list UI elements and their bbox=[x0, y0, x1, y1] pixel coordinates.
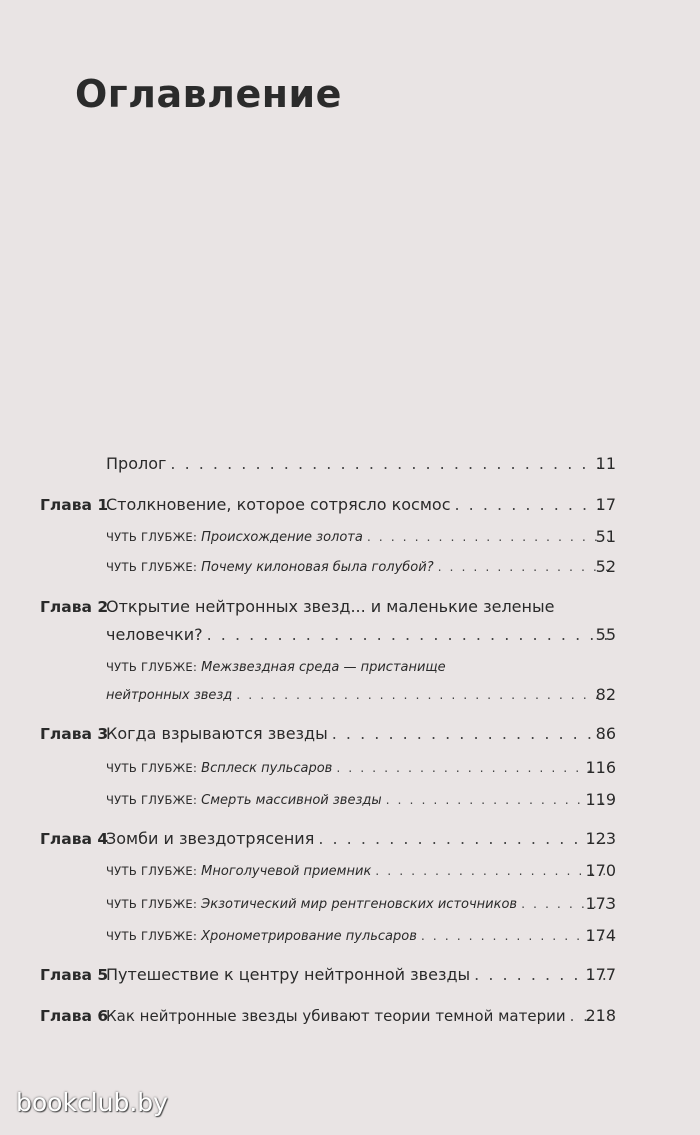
toc-subentry-cont bbox=[0, 681, 700, 709]
dot-leader bbox=[236, 681, 610, 709]
entry-title: Как нейтронные звезды убивают теории темной материи bbox=[106, 1007, 566, 1025]
page-number: 82 bbox=[595, 685, 616, 704]
subentry-title: Происхождение золота bbox=[201, 530, 363, 545]
dot-leader bbox=[170, 450, 610, 478]
deeper-label: ЧУТЬ ГЛУБЖЕ: bbox=[106, 929, 198, 943]
toc-entry-chapter-2-cont bbox=[0, 621, 700, 649]
page-number: 174 bbox=[585, 926, 616, 945]
entry-title-line-1: Открытие нейтронных звезд... и маленькие зеленые bbox=[106, 597, 555, 616]
chapter-label: Глава 4 bbox=[40, 830, 109, 848]
page-number: 119 bbox=[585, 790, 616, 809]
deeper-label: ЧУТЬ ГЛУБЖЕ: bbox=[106, 761, 198, 775]
toc-subentry bbox=[0, 922, 700, 950]
entry-title: Когда взрываются звезды bbox=[106, 724, 328, 743]
chapter-label: Глава 5 bbox=[40, 966, 109, 984]
toc-entry-chapter-1 bbox=[0, 491, 700, 519]
toc-subentry bbox=[0, 754, 700, 782]
page-number: 11 bbox=[595, 454, 616, 473]
deeper-label: ЧУТЬ ГЛУБЖЕ: bbox=[106, 793, 198, 807]
page-number: 55 bbox=[595, 625, 616, 644]
dot-leader bbox=[207, 621, 610, 649]
subentry-title-line-1: Межзвездная среда — пристанище bbox=[201, 660, 446, 675]
page-number: 51 bbox=[595, 527, 616, 546]
subentry-title: Почему килоновая была голубой? bbox=[201, 560, 434, 575]
chapter-label: Глава 6 bbox=[40, 1007, 109, 1025]
subentry-title: Смерть массивной звезды bbox=[201, 793, 382, 808]
page-number: 86 bbox=[595, 724, 616, 743]
subentry-title-line-2: нейтронных звезд bbox=[106, 688, 233, 703]
toc-entry-chapter-6 bbox=[0, 1002, 700, 1030]
toc-entry-chapter-2 bbox=[0, 593, 700, 621]
chapter-label: Глава 3 bbox=[40, 725, 109, 743]
deeper-label: ЧУТЬ ГЛУБЖЕ: bbox=[106, 660, 198, 674]
toc-subentry bbox=[0, 890, 700, 918]
page-number: 218 bbox=[585, 1006, 616, 1025]
page-number: 177 bbox=[585, 965, 616, 984]
page-number: 17 bbox=[595, 495, 616, 514]
entry-title: Зомби и звездотрясения bbox=[106, 829, 315, 848]
toc-subentry bbox=[0, 553, 700, 581]
watermark: bookclub.by bbox=[16, 1088, 168, 1117]
chapter-label: Глава 2 bbox=[40, 598, 109, 616]
deeper-label: ЧУТЬ ГЛУБЖЕ: bbox=[106, 560, 198, 574]
toc-subentry bbox=[0, 523, 700, 551]
deeper-label: ЧУТЬ ГЛУБЖЕ: bbox=[106, 864, 198, 878]
deeper-label: ЧУТЬ ГЛУБЖЕ: bbox=[106, 897, 198, 911]
page-number: 173 bbox=[585, 894, 616, 913]
toc-entry-chapter-5 bbox=[0, 961, 700, 989]
toc-entry-chapter-4 bbox=[0, 825, 700, 853]
toc-subentry bbox=[0, 653, 700, 681]
page-number: 170 bbox=[585, 861, 616, 880]
page-title: Оглавление bbox=[75, 72, 342, 116]
subentry-title: Экзотический мир рентгеновских источников bbox=[201, 897, 518, 912]
toc-entry-prologue bbox=[0, 450, 700, 478]
page-number: 52 bbox=[595, 557, 616, 576]
toc-subentry bbox=[0, 857, 700, 885]
subentry-title: Многолучевой приемник bbox=[201, 864, 372, 879]
toc-subentry bbox=[0, 786, 700, 814]
chapter-label: Глава 1 bbox=[40, 496, 109, 514]
deeper-label: ЧУТЬ ГЛУБЖЕ: bbox=[106, 530, 198, 544]
page-number: 123 bbox=[585, 829, 616, 848]
entry-title-line-2: человечки? bbox=[106, 625, 203, 644]
entry-title: Пролог bbox=[106, 454, 167, 473]
subentry-title: Всплеск пульсаров bbox=[201, 761, 333, 776]
page-number: 116 bbox=[585, 758, 616, 777]
entry-title: Путешествие к центру нейтронной звезды bbox=[106, 965, 471, 984]
subentry-title: Хронометрирование пульсаров bbox=[201, 929, 417, 944]
entry-title: Столкновение, которое сотрясло космос bbox=[106, 495, 451, 514]
toc-entry-chapter-3 bbox=[0, 720, 700, 748]
